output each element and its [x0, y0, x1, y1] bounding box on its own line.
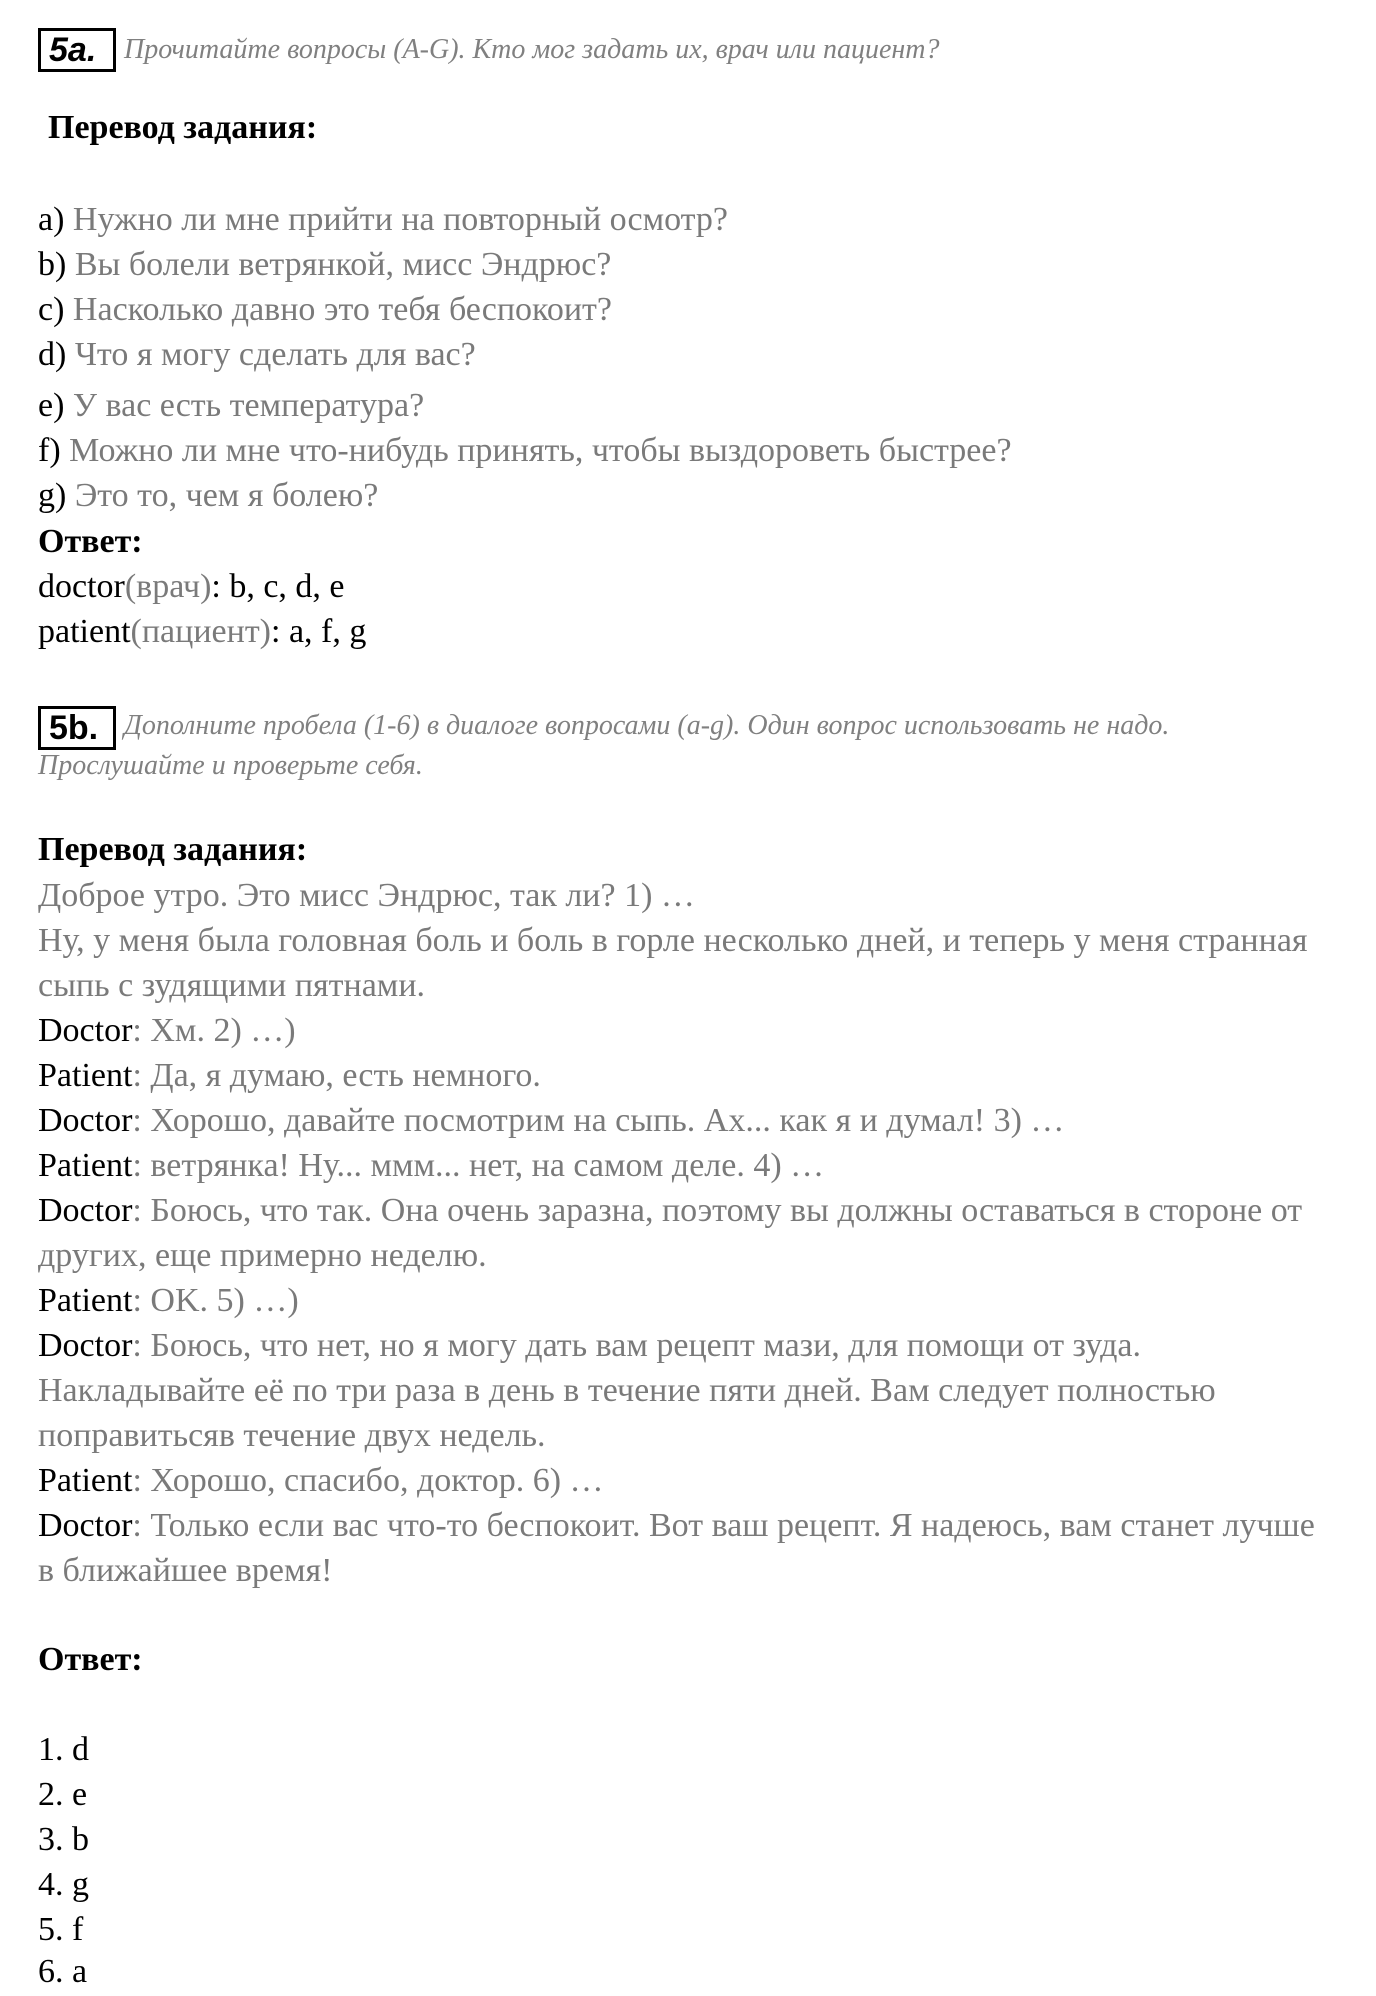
exercise-5b-translation-heading: Перевод задания: — [38, 831, 308, 868]
dialogue-speaker: Doctor — [38, 1102, 133, 1139]
exercise-5a-item — [38, 243, 611, 287]
exercise-5a-answer-heading: Ответ: — [38, 523, 143, 560]
exercise-5a-instruction: Прочитайте вопросы (A-G). Кто мог задать их, врач или пациент? — [124, 34, 940, 65]
answer-role: patient — [38, 613, 131, 650]
exercise-5a-translation-heading: Перевод задания: — [48, 109, 318, 146]
dialogue-speaker: Patient — [38, 1462, 133, 1499]
dialogue-speaker: Patient — [38, 1057, 133, 1094]
dialogue-text: : ветрянка! Ну... ммм... нет, на самом деле. 4) … — [132, 1147, 825, 1184]
dialogue-line — [38, 1278, 1338, 1323]
dialogue-text: : Боюсь, что так. Она очень заразна, поэтому вы должны оставаться в стороне от других, еще примерно неделю. — [38, 1192, 1303, 1274]
dialogue-text: : Да, я думаю, есть немного. — [132, 1057, 541, 1094]
dialogue-text: Доброе утро. Это мисс Эндрюс, так ли? 1) … — [38, 877, 695, 914]
dialogue-text: : Хорошо, давайте посмотрим на сыпь. Ах... как я и думал! 3) … — [132, 1102, 1065, 1139]
answer-role-translation: (врач) — [124, 568, 212, 605]
answer-role: doctor — [38, 568, 125, 605]
dialogue-speaker: Patient — [38, 1147, 133, 1184]
dialogue-speaker: Doctor — [38, 1507, 133, 1544]
item-text: Это то, чем я болею? — [74, 477, 379, 514]
item-letter: c) — [38, 291, 65, 328]
item-letter: a) — [38, 201, 65, 238]
dialogue-speaker: Doctor — [38, 1012, 133, 1049]
exercise-5b-instruction: Дополните пробела (1-6) в диалоге вопросами (a-g). Один вопрос использовать не надо. Прослушайте и проверьте себя. — [38, 710, 1170, 781]
dialogue-line — [38, 1143, 1338, 1188]
exercise-5a-answer-patient — [38, 610, 366, 654]
dialogue-speaker: Patient — [38, 1282, 133, 1319]
dialogue-text: : Хорошо, спасибо, доктор. 6) … — [132, 1462, 604, 1499]
exercise-5a-item — [38, 288, 612, 332]
item-letter: e) — [38, 387, 65, 424]
exercise-5a-badge: 5a. — [38, 28, 116, 72]
item-letter: d) — [38, 336, 67, 373]
dialogue-line — [38, 1323, 1338, 1458]
exercise-5a-answer-doctor — [38, 565, 345, 609]
answer-role-translation: (пациент) — [130, 613, 271, 650]
dialogue-speaker: Doctor — [38, 1192, 133, 1229]
exercise-5a-item — [38, 384, 424, 428]
item-letter: g) — [38, 477, 67, 514]
dialogue-line — [38, 918, 1338, 1008]
exercise-5a-item — [38, 198, 728, 242]
item-text: Насколько давно это тебя беспокоит? — [72, 291, 612, 328]
answer-item: 4. g — [38, 1866, 89, 1903]
exercise-5a-item — [38, 474, 378, 518]
answer-item: 5. f — [38, 1911, 84, 1948]
answer-item: 2. e — [38, 1776, 88, 1813]
exercise-5b-answer-heading: Ответ: — [38, 1641, 143, 1678]
exercise-5a-item — [38, 429, 1012, 473]
item-letter: f) — [38, 432, 61, 469]
answer-item: 1. d — [38, 1731, 89, 1768]
dialogue-line — [38, 1503, 1338, 1593]
item-text: Вы болели ветрянкой, мисс Эндрюс? — [74, 246, 612, 283]
dialogue-text: : OK. 5) …) — [132, 1282, 299, 1319]
dialogue-line — [38, 1008, 1338, 1053]
answer-letters: : a, f, g — [271, 613, 367, 650]
answer-letters: : b, c, d, e — [211, 568, 345, 605]
exercise-5a-item — [38, 333, 476, 377]
dialogue-line — [38, 1098, 1338, 1143]
dialogue-text: : Только если вас что-то беспокоит. Вот ваш рецепт. Я надеюсь, вам станет лучше в ближайшее время! — [38, 1507, 1315, 1589]
dialogue-text: : Хм. 2) …) — [132, 1012, 296, 1049]
dialogue-line — [38, 873, 1338, 918]
dialogue-line — [38, 1188, 1338, 1278]
dialogue-text: : Боюсь, что нет, но я могу дать вам рецепт мази, для помощи от зуда. Накладывайте её по три раза в день в течение пяти дней. Вам следует полностью поправитьсяв течение двух недель. — [38, 1327, 1216, 1454]
item-text: Что я могу сделать для вас? — [74, 336, 476, 373]
answer-item: 3. b — [38, 1821, 89, 1858]
item-letter: b) — [38, 246, 67, 283]
dialogue-text: Ну, у меня была головная боль и боль в горле несколько дней, и теперь у меня странная сыпь с зудящими пятнами. — [38, 922, 1308, 1004]
answer-item: 6. a — [38, 1953, 88, 1990]
item-text: Можно ли мне что-нибудь принять, чтобы выздороветь быстрее? — [69, 432, 1012, 469]
item-text: Нужно ли мне прийти на повторный осмотр? — [72, 201, 729, 238]
exercise-5b-badge: 5b. — [38, 706, 116, 750]
dialogue-line — [38, 1053, 1338, 1098]
dialogue-speaker: Doctor — [38, 1327, 133, 1364]
item-text: У вас есть температура? — [72, 387, 425, 424]
dialogue-line — [38, 1458, 1338, 1503]
